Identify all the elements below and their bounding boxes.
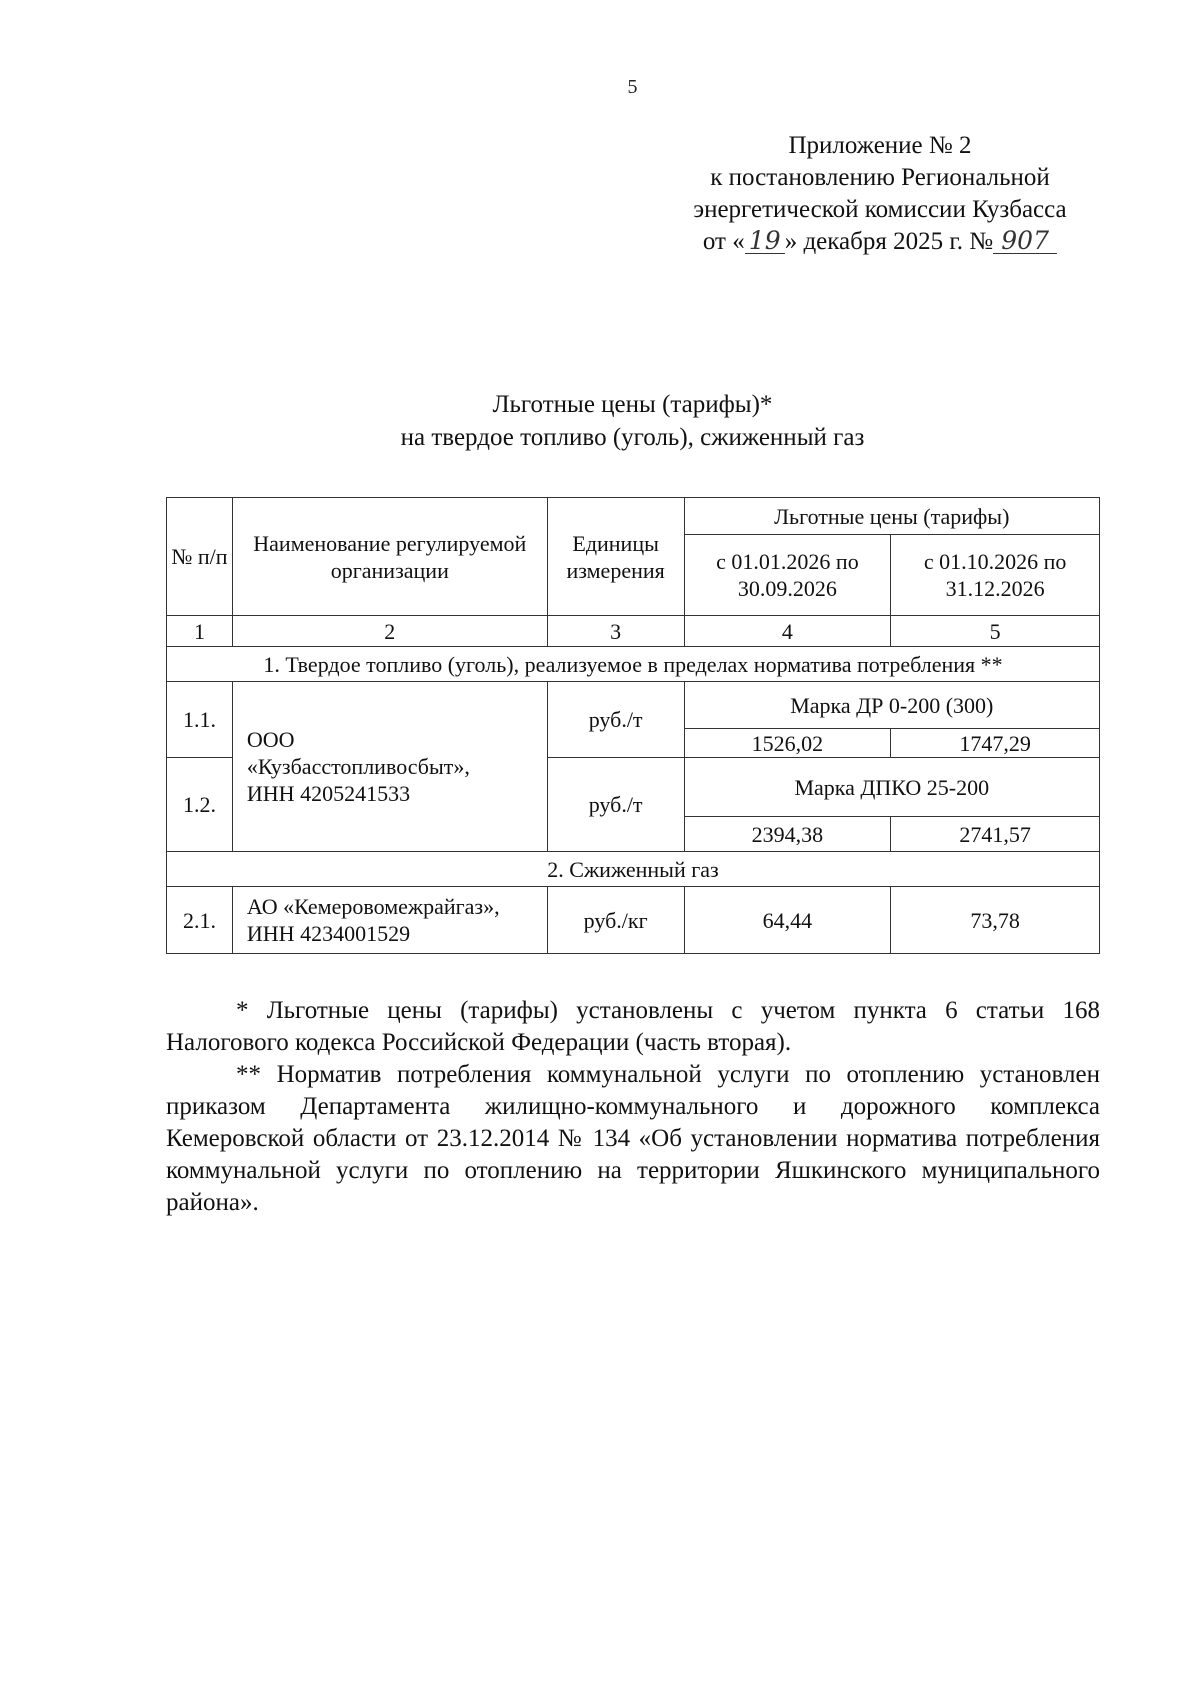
org-name-gas: [232, 887, 547, 954]
index-cell: 5: [891, 616, 1100, 647]
date-prefix: от «: [702, 228, 745, 255]
appendix-header: [660, 130, 1100, 258]
index-cell: 4: [684, 616, 891, 647]
org-inn: ИНН 4234001529: [246, 921, 411, 946]
price-period-1: 2394,38: [684, 817, 891, 852]
table-row: [167, 887, 1100, 954]
row-unit: руб./т: [547, 682, 684, 758]
price-period-2: 73,78: [891, 887, 1100, 954]
table-row: [167, 682, 1100, 729]
footnote-1: * Льготные цены (тарифы) установлены с учетом пункта 6 статьи 168 Налогового кодекса Российской Федерации (часть вторая).: [166, 997, 1100, 1056]
tariff-table: [166, 497, 1100, 954]
price-period-2: 2741,57: [891, 817, 1100, 852]
org-line: «Кузбасстопливосбыт»,: [246, 754, 470, 779]
header-name: Наименование регулируемой организации: [232, 498, 547, 616]
coal-brand: Марка ДР 0-200 (300): [684, 682, 1099, 729]
price-period-1: 64,44: [684, 887, 891, 954]
row-unit: руб./кг: [547, 887, 684, 954]
table-index-row: [167, 616, 1100, 647]
header-period-2: с 01.10.2026 по 31.12.2026: [891, 535, 1100, 616]
index-cell: 3: [547, 616, 684, 647]
date-middle: » декабря 2025 г. №: [784, 228, 994, 255]
row-unit: руб./т: [547, 758, 684, 852]
header-unit: Единицы измерения: [547, 498, 684, 616]
org-name-kuzbass: [232, 682, 547, 852]
table-header-row: [167, 498, 1100, 535]
page-number: 5: [627, 76, 638, 98]
coal-brand: Марка ДПКО 25-200: [684, 758, 1099, 817]
appendix-title: Приложение № 2: [788, 132, 972, 159]
header-num: № п/п: [167, 498, 233, 616]
handwritten-day: 19: [745, 229, 785, 254]
appendix-line-commission: энергетической комиссии Кузбасса: [693, 196, 1067, 223]
org-line: АО «Кемеровомежрайгаз»,: [246, 894, 500, 919]
appendix-date-line: [660, 226, 1100, 258]
title-line-1: Льготные цены (тарифы)*: [492, 391, 773, 418]
price-period-2: 1747,29: [891, 729, 1100, 758]
header-prices-group: Льготные цены (тарифы): [684, 498, 1099, 535]
handwritten-number: 907: [993, 229, 1057, 254]
org-inn: ИНН 4205241533: [246, 781, 411, 806]
appendix-line-resolution: к постановлению Региональной: [710, 164, 1050, 191]
title-line-2: на твердое топливо (уголь), сжиженный газ: [400, 424, 865, 451]
index-cell: 1: [167, 616, 233, 647]
section-row: [167, 647, 1100, 682]
price-period-1: 1526,02: [684, 729, 891, 758]
org-line: ООО: [246, 727, 295, 752]
row-num: 1.1.: [167, 682, 233, 758]
section-2-title: 2. Сжиженный газ: [167, 852, 1100, 887]
document-title: [0, 388, 1200, 454]
row-num: 2.1.: [167, 887, 233, 954]
footnote-2: ** Норматив потребления коммунальной услуги по отоплению установлен приказом Департамента жилищно-коммунального и дорожного комплекса Кемеровской области от 23.12.2014 № 134 «Об установлении норматива потребления коммунальной услуги по отоплению на территории Яшкинского муниципального района».: [166, 1061, 1100, 1216]
header-period-1: с 01.01.2026 по 30.09.2026: [684, 535, 891, 616]
index-cell: 2: [232, 616, 547, 647]
row-num: 1.2.: [167, 758, 233, 852]
section-1-title: 1. Твердое топливо (уголь), реализуемое в пределах норматива потребления **: [167, 647, 1100, 682]
footnotes: [166, 995, 1100, 1219]
section-row: [167, 852, 1100, 887]
